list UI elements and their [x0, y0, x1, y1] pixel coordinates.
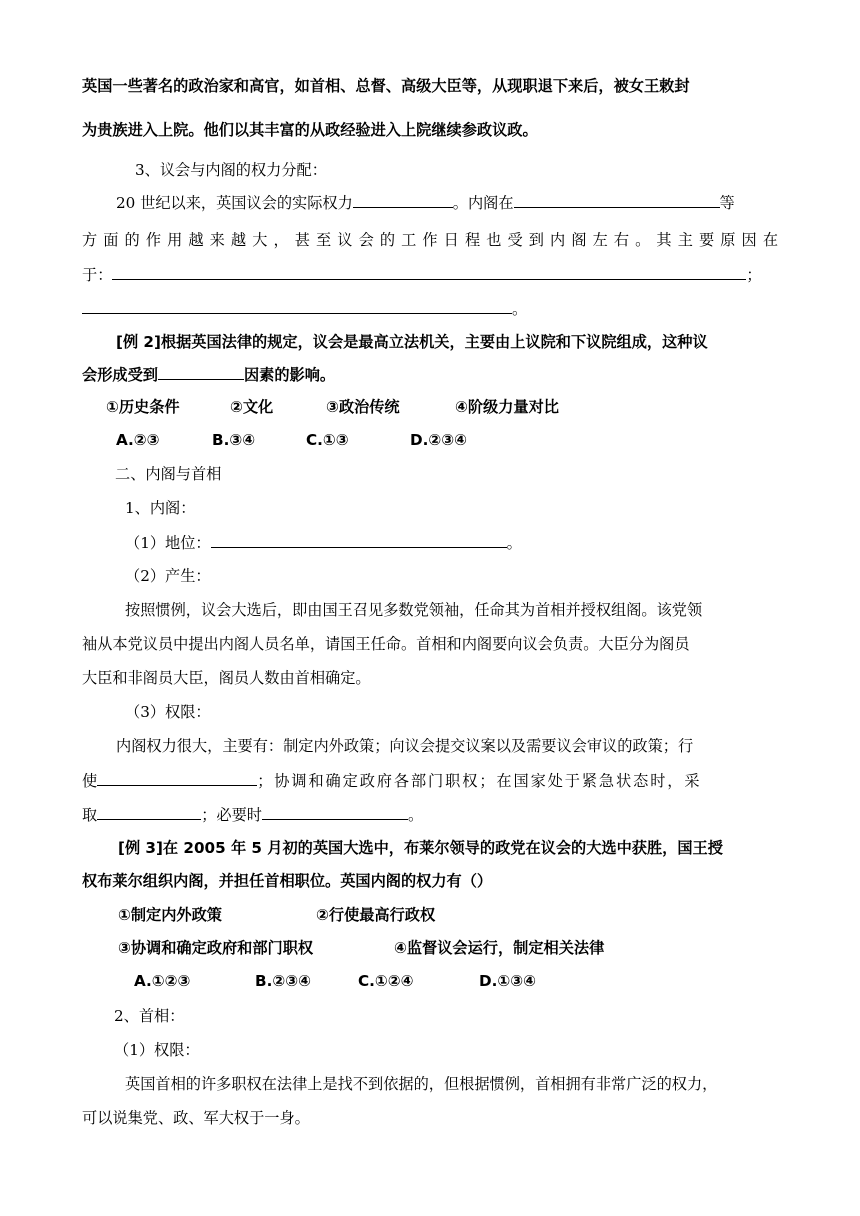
fill-blank[interactable]: [211, 532, 507, 548]
text-segment: 等: [719, 194, 735, 212]
section-heading: 二、内阁与首相: [115, 465, 222, 483]
choice-c[interactable]: C.①②④: [358, 972, 414, 990]
subsection-heading: （1）权限：: [114, 1041, 200, 1059]
text-segment: 会形成受到: [82, 366, 158, 384]
item: ②行使最高行政权: [316, 906, 436, 924]
section-heading: 3、议会与内阁的权力分配：: [135, 161, 327, 179]
text-line: 为贵族进入上院。他们以其丰富的从政经验进入上院继续参政议政。: [82, 121, 538, 139]
text-line: 可以说集党、政、军大权于一身。: [82, 1109, 310, 1127]
fill-blank[interactable]: [353, 192, 453, 208]
item: ②文化: [230, 398, 274, 416]
item: ①历史条件: [106, 398, 180, 416]
text-line: 英国一些著名的政治家和高官，如首相、总督、高级大臣等，从现职退下来后，被女王敕封: [82, 77, 690, 95]
fill-blank[interactable]: [514, 192, 720, 208]
choice-c[interactable]: C.①③: [306, 431, 349, 449]
example-2-question: [82, 364, 335, 385]
subsection-heading: 1、内阁：: [125, 499, 196, 517]
text-line: [82, 298, 527, 319]
subsection-heading: 2、首相：: [114, 1007, 185, 1025]
choice-b[interactable]: B.②③④: [255, 972, 311, 990]
example-3-question: [例 3]在 2005 年 5 月初的英国大选中，布莱尔领导的政党在议会的大选中获胜，国王授: [118, 839, 723, 857]
text-segment: （1）地位：: [125, 534, 211, 552]
text-segment: 取: [82, 806, 98, 824]
choice-d[interactable]: D.①③④: [479, 972, 536, 990]
choice-a[interactable]: A.②③: [116, 431, 160, 449]
text-line: [116, 192, 735, 213]
text-line: [82, 770, 701, 791]
text-line: [125, 532, 522, 553]
text-line: 袖从本党议员中提出内阁人员名单，请国王任命。首相和内阁要向议会负责。大臣分为阁员: [82, 635, 690, 653]
example-2-choices: [116, 430, 467, 450]
example-3-question: 权布莱尔组织内阁，并担任首相职位。英国内阁的权力有（）: [82, 872, 493, 890]
text-segment: 。: [407, 806, 424, 824]
text-segment: 。: [512, 300, 528, 318]
item: ④阶级力量对比: [455, 398, 559, 416]
fill-blank[interactable]: [262, 804, 408, 820]
fill-blank[interactable]: [82, 298, 512, 314]
choice-a[interactable]: A.①②③: [134, 972, 191, 990]
text-segment: 于：: [82, 266, 113, 284]
example-3-choices: [134, 971, 536, 991]
text-line: 内阁权力很大，主要有：制定内外政策；向议会提交议案以及需要议会审议的政策；行: [116, 737, 694, 755]
text-line: [82, 264, 762, 285]
item: ①制定内外政策: [118, 906, 222, 924]
text-segment: 。内阁在: [452, 194, 514, 212]
choice-d[interactable]: D.②③④: [410, 431, 467, 449]
text-segment: 因素的影响。: [243, 366, 336, 384]
fill-blank[interactable]: [158, 364, 244, 380]
text-line: 方面的作用越来越大，甚至议会的工作日程也受到内阁左右。其主要原因在: [82, 231, 778, 249]
subsection-heading: （3）权限：: [125, 703, 211, 721]
text-line: 英国首相的许多职权在法律上是找不到依据的，但根据惯例，首相拥有非常广泛的权力，: [125, 1075, 718, 1093]
text-segment: ；协调和确定政府各部门职权；在国家处于紧急状态时，采: [257, 772, 702, 790]
text-segment: ；必要时: [201, 806, 262, 824]
example-3-items: [118, 905, 435, 925]
item: ④监督议会运行，制定相关法律: [394, 939, 605, 957]
choice-b[interactable]: B.③④: [212, 431, 256, 449]
text-segment: 使: [82, 772, 98, 790]
text-line: 大臣和非阁员大臣，阁员人数由首相确定。: [82, 669, 371, 687]
text-segment: 20 世纪以来，英国议会的实际权力: [116, 194, 353, 212]
text-segment: ；: [746, 266, 762, 284]
example-2-items: [106, 397, 559, 417]
text-line: [82, 804, 423, 825]
fill-blank[interactable]: [112, 264, 746, 280]
item: ③协调和确定政府和部门职权: [118, 939, 314, 957]
subsection-heading: （2）产生：: [125, 567, 211, 585]
item: ③政治传统: [326, 398, 400, 416]
example-2-question: [例 2]根据英国法律的规定，议会是最高立法机关，主要由上议院和下议院组成，这种议: [116, 333, 708, 351]
text-segment: 。: [506, 534, 522, 552]
example-3-items: [118, 938, 604, 958]
text-line: 按照惯例，议会大选后，即由国王召见多数党领袖，任命其为首相并授权组阁。该党领: [125, 601, 703, 619]
fill-blank[interactable]: [97, 770, 257, 786]
fill-blank[interactable]: [97, 804, 201, 820]
